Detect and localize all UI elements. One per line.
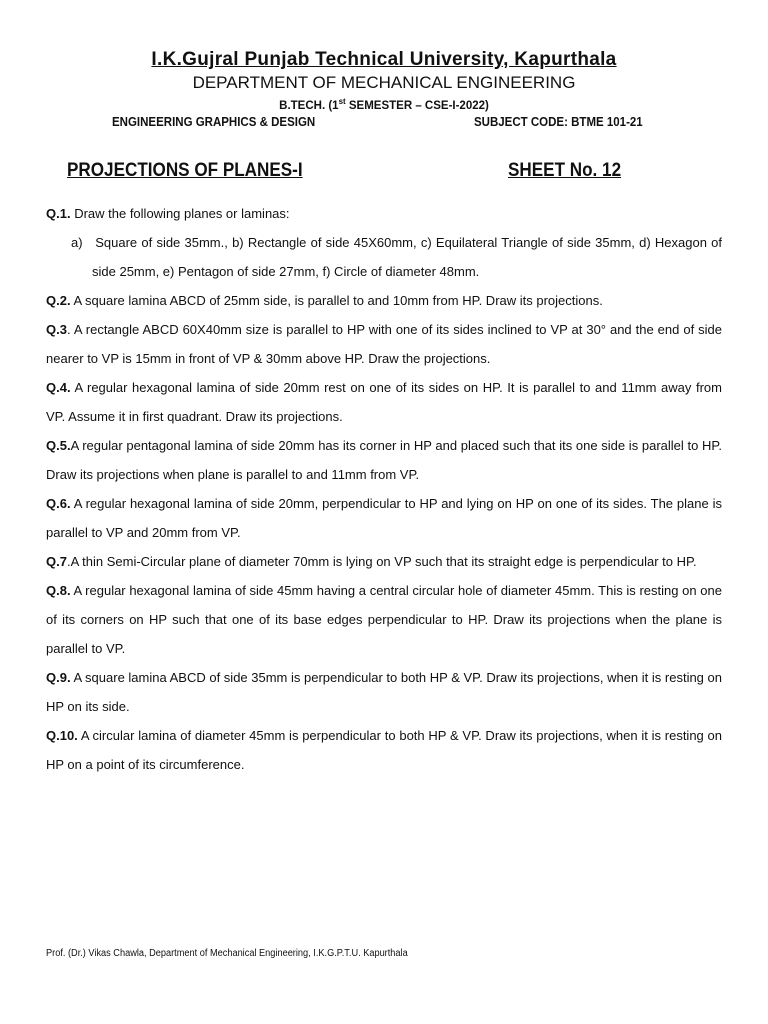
question-text: a) Square of side 35mm., b) Rectangle of side 45X60mm, c) Equilateral Triangle of side 35mm, d) Hexagon of side 25mm, e) Pentagon of side 27mm, f) Circle of diameter 48mm. [71,235,722,279]
question-text: A regular hexagonal lamina of side 45mm having a central circular hole of diameter 45mm. This is resting on one of its corners on HP such that one of its base edges perpendicular to HP. Draw its projections when the plane is parallel to VP. [46,583,722,656]
question-item [46,576,722,663]
question-item [46,373,722,431]
question-number: Q.4. [46,380,71,395]
question-number: Q.7 [46,554,67,569]
question-text: A square lamina ABCD of side 35mm is perpendicular to both HP & VP. Draw its projections, when it is resting on HP on its side. [46,670,722,714]
question-subitem [71,228,722,286]
question-item [46,315,722,373]
program-superscript: st [338,97,346,106]
question-number: Q.8. [46,583,71,598]
sheet-title: PROJECTIONS OF PLANES-I [67,160,303,181]
question-text: .A thin Semi-Circular plane of diameter 70mm is lying on VP such that its straight edge is perpendicular to HP. [66,554,697,569]
subject-code: SUBJECT CODE: BTME 101-21 [474,115,643,129]
question-text: A square lamina ABCD of 25mm side, is parallel to and 10mm from HP. Draw its projections. [70,293,603,308]
question-item [46,547,722,576]
sheet-number: SHEET No. 12 [508,160,622,181]
program-line [0,97,768,112]
question-item [46,663,722,721]
question-number: Q.6. [46,496,71,511]
question-number: Q.9. [46,670,71,685]
question-number: Q.2. [46,293,71,308]
question-text: A regular pentagonal lamina of side 20mm has its corner in HP and placed such that its one side is parallel to HP. Draw its projections when plane is parallel to and 11mm from VP. [46,438,722,482]
program-suffix: SEMESTER – CSE-I-2022) [345,99,489,112]
question-item [46,199,722,228]
question-item [46,721,722,779]
question-number: Q.10. [46,728,78,743]
question-item [46,489,722,547]
question-number: Q.5. [46,438,71,453]
question-text: Draw the following planes or laminas: [70,206,290,221]
question-item [46,431,722,489]
question-number: Q.3 [46,322,67,337]
question-number: Q.1. [46,206,71,221]
page-footer: Prof. (Dr.) Vikas Chawla, Department of Mechanical Engineering, I.K.G.P.T.U. Kapurthala [46,948,408,959]
department-title: DEPARTMENT OF MECHANICAL ENGINEERING [192,73,576,92]
course-name: ENGINEERING GRAPHICS & DESIGN [112,115,316,129]
question-item [46,286,722,315]
question-text: A regular hexagonal lamina of side 20mm, perpendicular to HP and lying on HP on one of its sides. The plane is parallel to VP and 20mm from VP. [46,496,722,540]
program-prefix: B.TECH. (1 [279,99,339,112]
question-list [46,199,722,779]
question-text: A regular hexagonal lamina of side 20mm rest on one of its sides on HP. It is parallel to and 11mm away from VP. Assume it in first quadrant. Draw its projections. [46,380,722,424]
university-title: I.K.Gujral Punjab Technical University, Kapurthala [151,49,617,70]
question-text: . A rectangle ABCD 60X40mm size is parallel to HP with one of its sides inclined to VP at 30° and the end of side nearer to VP is 15mm in front of VP & 30mm above HP. Draw the projections. [46,322,722,366]
question-text: A circular lamina of diameter 45mm is perpendicular to both HP & VP. Draw its projections, when it is resting on HP on a point of its circumference. [46,728,722,772]
